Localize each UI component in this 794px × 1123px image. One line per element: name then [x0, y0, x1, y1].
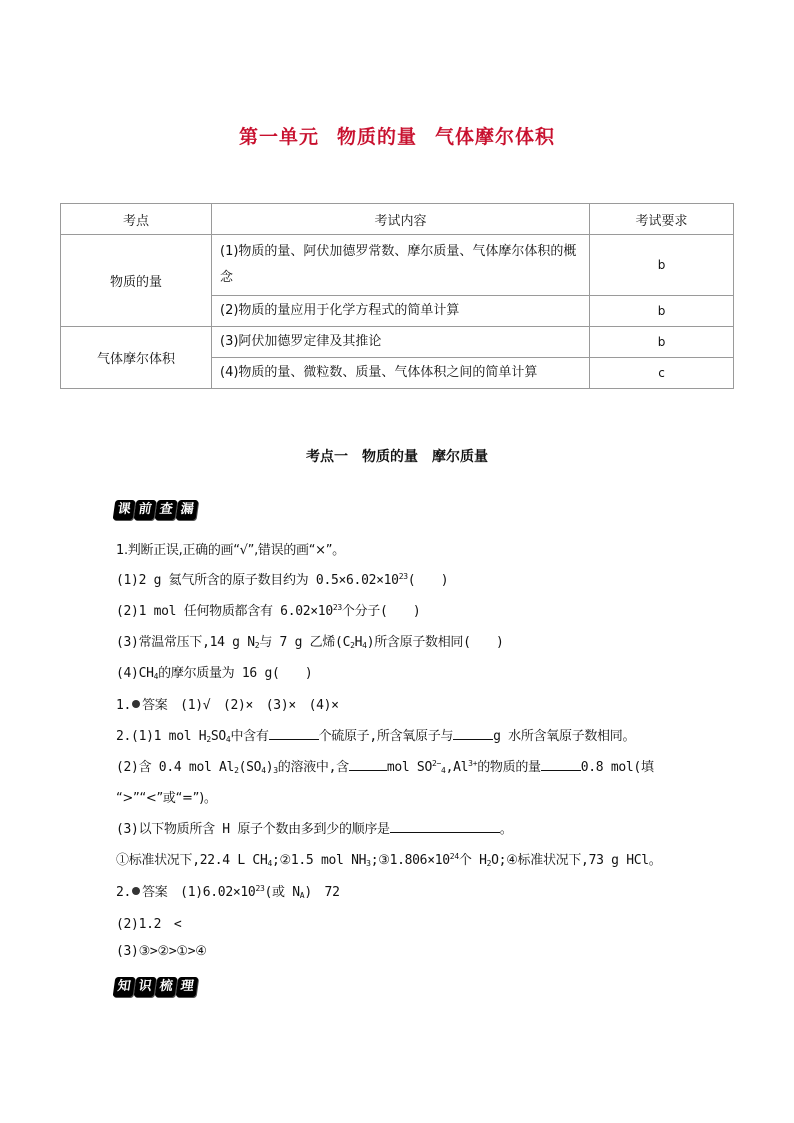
q2-l1-e: g 水所含氧原子数相同。	[493, 729, 636, 744]
answer-blank[interactable]	[349, 758, 387, 771]
knowledge-review-badge	[114, 977, 198, 997]
requirement-cell: c	[590, 358, 734, 389]
q1-item-3-a: (3)常温常压下,14 g N	[116, 635, 255, 650]
requirement-cell: b	[590, 296, 734, 327]
q2-l1-b: SO	[210, 729, 226, 744]
unit-title-part2: 物质的量	[336, 126, 417, 148]
subscript: 4	[261, 766, 266, 775]
q2-answer-prefix: 2.	[116, 885, 132, 900]
unit-title	[0, 122, 794, 149]
q1-item-3-d: )所含原子数相同( )	[366, 635, 504, 650]
subscript: 4	[225, 735, 231, 744]
q1-answer-text: (1)√ (2)× (3)× (4)×	[180, 698, 339, 713]
header-requirement: 考试要求	[590, 204, 734, 235]
badge-char: 梳	[155, 977, 178, 997]
table-row	[61, 327, 734, 358]
q1-item-1-end: ( )	[407, 573, 449, 588]
q2-l1-a: 2.(1)1 mol H	[116, 729, 207, 744]
subscript: 2	[254, 641, 260, 650]
q2-l1-d: 个硫原子,所含氧原子与	[318, 729, 454, 744]
subscript: 2	[234, 766, 239, 775]
q2-l2-d: 的溶液中,含	[277, 760, 349, 775]
subscript: 4	[267, 859, 272, 868]
requirement-cell: b	[590, 235, 734, 296]
q2-l4-a: (3)以下物质所含 H 原子个数由多到少的顺序是	[116, 822, 390, 837]
subscript: 2	[206, 735, 211, 744]
content-cell: (4)物质的量、微粒数、质量、气体体积之间的简单计算	[212, 358, 590, 389]
q2-l4-b: 。	[499, 822, 513, 837]
q2-ans-2: (2)1.2 <	[116, 917, 182, 932]
q1-stem	[116, 539, 345, 558]
q1-item-2-sup: 23	[332, 603, 342, 612]
q2-l1-c: 中含有	[230, 729, 269, 744]
badge-char: 前	[134, 500, 157, 520]
badge-char: 知	[113, 977, 136, 997]
q2-l2-i: 3+	[468, 759, 478, 768]
q1-item-1-sup: 23	[398, 572, 408, 581]
q2-l5-e: 个 H	[458, 853, 487, 868]
q2-ans-1c: (或 N	[264, 885, 300, 900]
q2-ans-1a: (1)6.02×10	[180, 885, 256, 900]
topic-cell: 气体摩尔体积	[61, 327, 212, 389]
q2-line-1	[116, 725, 635, 744]
subscript: 2	[350, 641, 355, 650]
q1-item-4-b: 的摩尔质量为 16 g( )	[158, 666, 313, 681]
q2-l5-f: O;④标准状况下,73 g HCl。	[491, 853, 662, 868]
q1-item-2	[116, 600, 420, 619]
subscript: 4	[153, 672, 159, 681]
exam-requirements-table	[60, 203, 734, 389]
q2-answer-2	[116, 913, 181, 932]
table-header-row	[61, 204, 734, 235]
q2-l2-f: 2−	[432, 759, 442, 768]
subscript: 2	[486, 859, 492, 868]
q1-answer-prefix: 1.	[116, 698, 132, 713]
badge-char: 识	[134, 977, 157, 997]
section-title: 考点一 物质的量 摩尔质量	[306, 449, 488, 465]
answer-icon	[132, 700, 140, 708]
subscript: 3	[273, 766, 278, 775]
q2-l2-k: 0.8 mol(填	[580, 760, 654, 775]
content-cell: (3)阿伏加德罗定律及其推论	[212, 327, 590, 358]
q2-ans-1d: A	[299, 891, 305, 900]
q1-item-2-text: (2)1 mol 任何物质都含有 6.02×10	[116, 604, 333, 619]
subscript: 4	[362, 641, 367, 650]
q1-item-3	[116, 631, 504, 650]
badge-char: 查	[155, 500, 178, 520]
answer-blank[interactable]	[541, 758, 581, 771]
q2-ans-1b: 23	[255, 884, 265, 893]
answer-blank[interactable]	[390, 820, 500, 833]
q2-l2-e: mol SO	[386, 760, 432, 775]
content-cell: (1)物质的量、阿伏加德罗常数、摩尔质量、气体摩尔体积的概念	[212, 235, 590, 296]
badge-char: 漏	[176, 500, 199, 520]
q2-line-5	[116, 849, 662, 868]
q2-l2-a: (2)含 0.4 mol Al	[116, 760, 235, 775]
q1-item-4	[116, 662, 312, 681]
q2-l2-c: )	[265, 760, 274, 775]
q2-l2-g: 4	[441, 766, 446, 775]
q1-stem-text: 1.判断正误,正确的画“√”,错误的画“×”。	[116, 543, 345, 558]
answer-icon	[132, 887, 140, 895]
q1-item-2-end: 个分子( )	[341, 604, 421, 619]
q2-l5-b: ;②1.5 mol NH	[272, 853, 367, 868]
pre-class-check-badge	[114, 500, 198, 520]
q2-l2-j: 的物质的量	[477, 760, 541, 775]
q2-l2-h: ,Al	[445, 760, 469, 775]
q2-answer-label: 答案	[142, 885, 168, 900]
unit-title-part1: 第一单元	[238, 126, 319, 148]
q2-answer-3	[116, 944, 207, 959]
q2-line-3	[116, 787, 217, 806]
q2-l5-c: ;③1.806×10	[370, 853, 450, 868]
answer-blank[interactable]	[269, 727, 319, 740]
header-content: 考试内容	[212, 204, 590, 235]
q2-line-4	[116, 818, 512, 837]
topic-cell: 物质的量	[61, 235, 212, 327]
q1-item-1-text: (1)2 g 氦气所含的原子数目约为 0.5×6.02×10	[116, 573, 399, 588]
table-row	[61, 235, 734, 296]
q1-item-3-c: H	[354, 635, 363, 650]
answer-blank[interactable]	[453, 727, 493, 740]
q1-answer-label: 答案	[142, 698, 168, 713]
q2-l5-a: ①标准状况下,22.4 L CH	[116, 853, 268, 868]
q1-item-1	[116, 569, 448, 588]
q2-l5-d: 24	[449, 852, 459, 861]
badge-char: 课	[113, 500, 136, 520]
content-cell: (2)物质的量应用于化学方程式的简单计算	[212, 296, 590, 327]
unit-title-part3: 气体摩尔体积	[435, 126, 556, 148]
badge-char: 理	[176, 977, 199, 997]
q2-answer	[116, 881, 340, 900]
requirement-cell: b	[590, 327, 734, 358]
q1-item-3-b: 与 7 g 乙烯(C	[259, 635, 351, 650]
header-topic: 考点	[61, 204, 212, 235]
q2-ans-3: (3)③>②>①>④	[116, 944, 207, 959]
q2-ans-1e: ) 72	[304, 885, 340, 900]
subscript: 3	[366, 859, 371, 868]
q1-item-4-a: (4)CH	[116, 666, 154, 681]
q2-line-2	[116, 756, 654, 775]
q2-l3: “>”“<”或“=”)。	[116, 791, 217, 806]
q1-answer	[116, 694, 339, 713]
q2-l2-b: (SO	[238, 760, 262, 775]
